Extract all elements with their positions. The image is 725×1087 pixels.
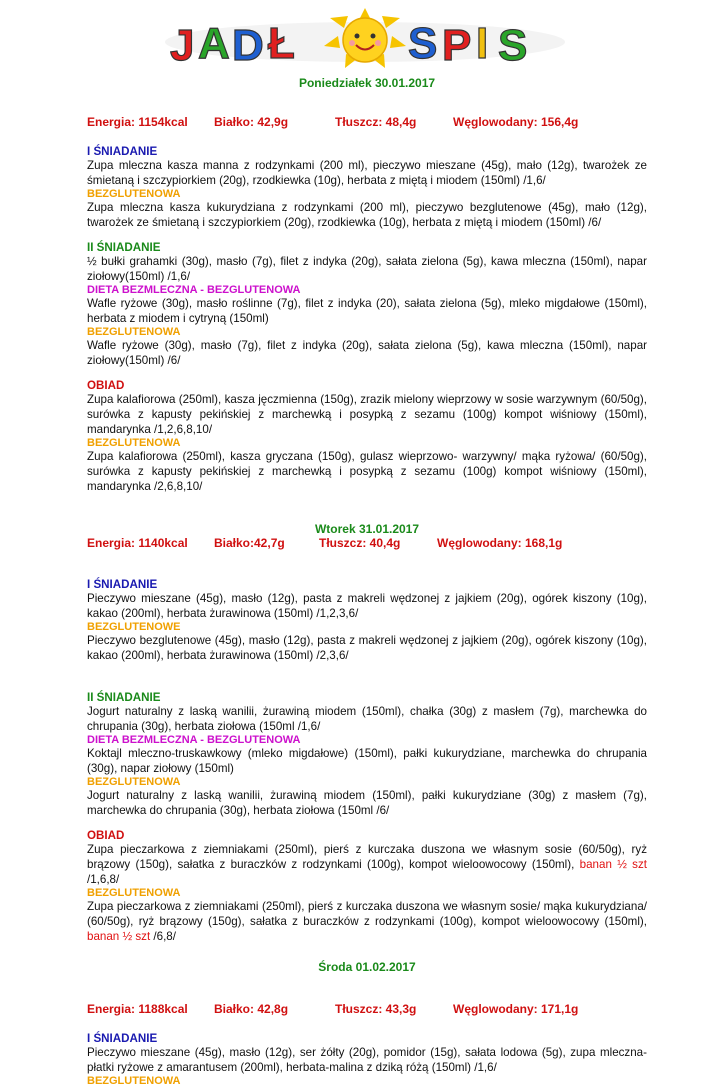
- gluten-free-description: Zupa kalafiorowa (250ml), kasza gryczana (150g), gulasz wieprzowo- warzywny/ mąka ryżowa/ (60/50g), surówka z kapusty pekińskiej z marchewką i posypką z sezamu (100g) kompot wiśniowy (150ml), mandarynka /2,6,8,10/: [87, 450, 647, 493]
- gluten-free-description: Zupa mleczna kasza kukurydziana z rodzynkami (200 ml), pieczywo bezglutenowe (45g), mało (12g), twarożek ze śmietaną i szczypiorkiem (20g), rzodkiewka (10g), herbata z miętą i miodem (150ml) /6/: [87, 201, 647, 229]
- day-title: Wtorek 31.01.2017: [314, 522, 420, 536]
- gluten-free-label: BEZGLUTENOWA: [87, 887, 181, 899]
- day-title: Poniedziałek 30.01.2017: [298, 76, 436, 90]
- gluten-free-description: Jogurt naturalny z laską wanilii, żurawiną miodem (150ml), pałki kukurydziane (30g) z masłem (7g), marchewka do chrupania (30g), herbata ziołowa (150ml /6/: [87, 789, 647, 817]
- banana-highlight: banan ½ szt: [87, 930, 151, 943]
- energy-value: Energia: 1140kcal: [87, 536, 188, 550]
- dairy-free-label: DIETA BEZMLECZNA - BEZGLUTENOWA: [87, 734, 301, 746]
- protein-value: Białko:42,7g: [214, 536, 285, 550]
- lunch-text: Zupa pieczarkowa z ziemniakami (250ml), pierś z kurczaka duszona we własnym sosie (60/50g), ryż brązowy (150g), sałatka z buraczków z rodzynkami (100g), kompot wieloowocowy (150ml),: [87, 843, 647, 871]
- protein-value: Białko: 42,9g: [214, 115, 289, 129]
- energy-value: Energia: 1154kcal: [87, 115, 188, 129]
- meal-heading: I ŚNIADANIE: [87, 578, 158, 591]
- svg-text:J: J: [170, 21, 195, 70]
- allergen-codes: /6,8/: [153, 930, 176, 943]
- nutrition-row: [87, 115, 647, 129]
- banana-highlight: banan ½ szt: [579, 858, 647, 871]
- gluten-free-description: [87, 899, 647, 944]
- gluten-free-label: BEZGLUTENOWA: [87, 326, 181, 338]
- svg-text:D: D: [232, 21, 264, 70]
- gluten-free-label: BEZGLUTENOWA: [87, 1075, 181, 1087]
- meal-description: Pieczywo mieszane (45g), masło (12g), ser żółty (20g), pomidor (15g), sałata lodowa (5g), zupa mleczna-płatki ryżowe z amarantusem (200ml), herbata-malina z dziką różą (150ml) /1,6/: [87, 1046, 647, 1074]
- svg-text:S: S: [498, 21, 528, 70]
- svg-text:S: S: [408, 19, 438, 68]
- gluten-free-label: BEZGLUTENOWA: [87, 776, 181, 788]
- meal-description: Zupa mleczna kasza manna z rodzynkami (200 ml), pieczywo mieszane (45g), mało (12g), twarożek ze śmietaną i szczypiorkiem (20g), rzodkiewka (10g), herbata z miętą i miodem (150ml) /1,6/: [87, 159, 647, 187]
- menu-content: [87, 76, 647, 1087]
- meal-heading: OBIAD: [87, 379, 125, 392]
- meal-heading: I ŚNIADANIE: [87, 1032, 158, 1045]
- svg-text:A: A: [198, 19, 230, 68]
- svg-text:Ł: Ł: [268, 19, 295, 68]
- meal-description: [87, 842, 647, 887]
- carbs-value: Węglowodany: 171,1g: [453, 1002, 579, 1016]
- dairy-free-description: Koktajl mleczno-truskawkowy (mleko migdałowe) (150ml), pałki kukurydziane, marchewka do chrupania (30g), napar ziołowy (150ml): [87, 747, 647, 775]
- meal-heading: OBIAD: [87, 829, 125, 842]
- meal-heading: II ŚNIADANIE: [87, 691, 161, 704]
- meal-description: Zupa kalafiorowa (250ml), kasza jęczmienna (150g), zrazik mielony wieprzowy w sosie warzywnym (60/50g), surówka z kapusty pekińskiej z marchewką i posypką z sezamu (100g) kompot wiśniowy (150ml), mandarynka /1,2,6,8,10/: [87, 393, 647, 436]
- protein-value: Białko: 42,8g: [214, 1002, 289, 1016]
- carbs-value: Węglowodany: 168,1g: [437, 536, 563, 550]
- meal-description: Jogurt naturalny z laską wanilii, żurawiną miodem (150ml), chałka (30g) z masłem (7g), marchewka do chrupania (30g), herbata ziołowa (150ml /1,6/: [87, 705, 647, 733]
- day-title: Środa 01.02.2017: [318, 960, 416, 974]
- gluten-free-label: BEZGLUTENOWA: [87, 437, 181, 449]
- svg-text:I: I: [476, 19, 489, 68]
- meal-heading: I ŚNIADANIE: [87, 145, 158, 158]
- gluten-free-label: BEZGLUTENOWA: [87, 188, 181, 200]
- menu-logo: [160, 8, 570, 70]
- fat-value: Tłuszcz: 48,4g: [335, 115, 417, 129]
- meal-description: Pieczywo mieszane (45g), masło (12g), pasta z makreli wędzonej z jajkiem (20g), ogórek kiszony (10g), kakao (200ml), herbata żurawinowa (150ml) /1,2,3,6/: [87, 592, 647, 620]
- carbs-value: Węglowodany: 156,4g: [453, 115, 579, 129]
- energy-value: Energia: 1188kcal: [87, 1002, 188, 1016]
- jadlospis-logo-graphic: [160, 8, 570, 70]
- dairy-free-description: Wafle ryżowe (30g), masło roślinne (7g), filet z indyka (20), sałata zielona (5g), mleko migdałowe (150ml), herbata z miodem i cytryną (150ml): [87, 297, 647, 325]
- gluten-free-label: BEZGLUTENOWE: [87, 621, 181, 633]
- gluten-free-description: Wafle ryżowe (30g), masło (7g), filet z indyka (20g), sałata zielona (5g), kawa mleczna (150ml), napar ziołowy(150ml) /6/: [87, 339, 647, 367]
- fat-value: Tłuszcz: 40,4g: [319, 536, 401, 550]
- gluten-free-description: Pieczywo bezglutenowe (45g), masło (12g), pasta z makreli wędzonej z jajkiem (20g), ogórek kiszony (10g), kakao (200ml), herbata żurawinowa (150ml) /2,3,6/: [87, 634, 647, 662]
- nutrition-row: [87, 536, 647, 550]
- fat-value: Tłuszcz: 43,3g: [335, 1002, 417, 1016]
- nutrition-row: [87, 1002, 647, 1016]
- allergen-codes: /1,6,8/: [87, 873, 120, 886]
- dairy-free-label: DIETA BEZMLECZNA - BEZGLUTENOWA: [87, 284, 301, 296]
- lunch-text: Zupa pieczarkowa z ziemniakami (250ml), pierś z kurczaka duszona we własnym sosie/ mąka kukurydziana/ (60/50g), ryż brązowy (150g), sałatka z buraczków z rodzynkami (100g), kompot wieloowocowy (150ml),: [87, 900, 647, 928]
- svg-text:P: P: [442, 21, 472, 70]
- meal-description: ½ bułki grahamki (30g), masło (7g), filet z indyka (20g), sałata zielona (5g), kawa mleczna (150ml), napar ziołowy(150ml) /1,6/: [87, 255, 647, 283]
- meal-heading: II ŚNIADANIE: [87, 241, 161, 254]
